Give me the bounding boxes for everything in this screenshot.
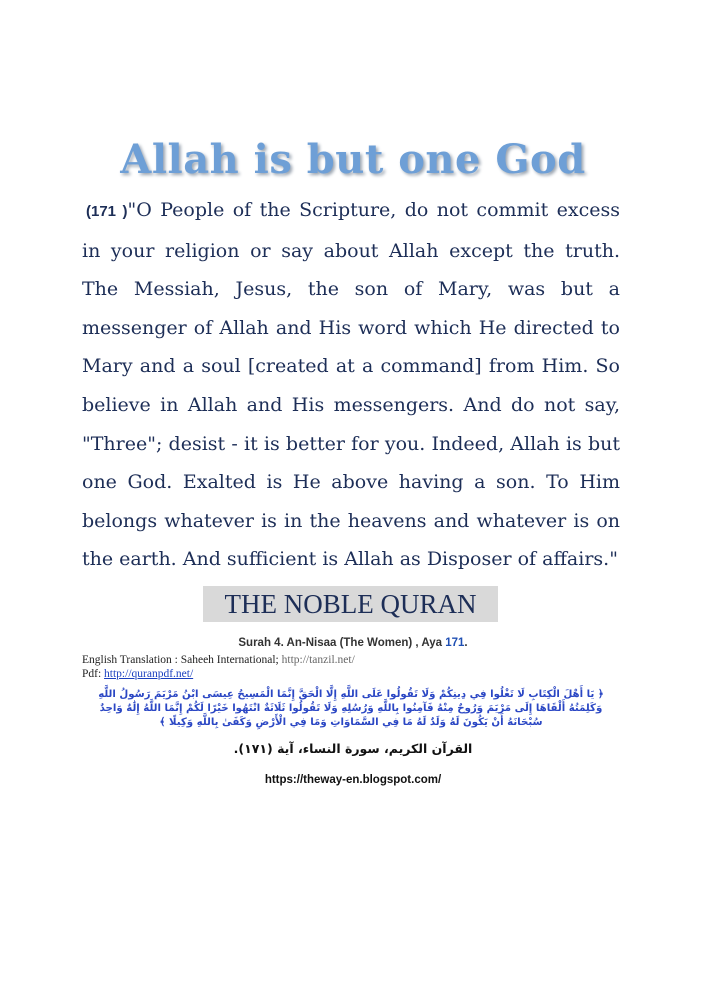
aya-number: 171 xyxy=(445,637,465,649)
translation-url: http://tanzil.net/ xyxy=(281,654,355,666)
surah-reference xyxy=(0,637,706,649)
pdf-credit xyxy=(82,668,193,680)
verse-number: (171 ) xyxy=(86,203,128,220)
translation-label: English Translation : Saheeh International; xyxy=(82,654,282,666)
blog-url[interactable]: https://theway-en.blogspot.com/ xyxy=(264,774,442,786)
arabic-reference: القرآن الكريم، سورة النساء، آية (١٧١). xyxy=(233,741,473,756)
verse-text-block xyxy=(82,191,620,579)
verse-text: "O People of the Scripture, do not commit excess in your religion or say about Allah except the truth. The Messiah, Jesus, the son of Mary, was but a messenger of Allah and His word which He directed to Mary and a soul [created at a command] from Him. So believe in Allah and His messengers. And do not say, "Three"; desist - it is better for you. Indeed, Allah is but one God. Exalted is He above having a son. To Him belongs whatever is in the heavens and whatever is on the earth. And sufficient is Allah as Disposer of affairs." xyxy=(82,199,620,571)
surah-prefix: Surah 4. An-Nisaa (The Women) , Aya xyxy=(238,637,446,649)
arabic-verse: ﴿ يَا أَهْلَ الْكِتَابِ لَا تَغْلُوا فِي دِينِكُمْ وَلَا تَقُولُوا عَلَى اللَّهِ إِلَّا الْحَقَّ إِنَّمَا الْمَسِيحُ عِيسَى ابْنُ مَرْيَمَ رَسُولُ اللَّهِ وَكَلِمَتُهُ أَلْقَاهَا إِلَى مَرْيَمَ وَرُوحٌ مِنْهُ فَآمِنُوا بِاللَّهِ وَرُسُلِهِ وَلَا تَقُولُوا ثَلَاثَةٌ انْتَهُوا خَيْرًا لَكُمْ إِنَّمَا اللَّهُ إِلَٰهٌ وَاحِدٌ سُبْحَانَهُ أَنْ يَكُونَ لَهُ وَلَدٌ لَهُ مَا فِي السَّمَاوَاتِ وَمَا فِي الْأَرْضِ وَكَفَىٰ بِاللَّهِ وَكِيلًا ﴾ xyxy=(98,689,604,728)
page-title: Allah is but one God xyxy=(120,136,586,183)
surah-suffix: . xyxy=(464,637,468,649)
pdf-label: Pdf: xyxy=(82,668,105,680)
source-heading: THE NOBLE QURAN xyxy=(203,586,498,622)
pdf-link[interactable]: http://quranpdf.net/ xyxy=(104,668,194,680)
translation-credit xyxy=(82,654,355,666)
